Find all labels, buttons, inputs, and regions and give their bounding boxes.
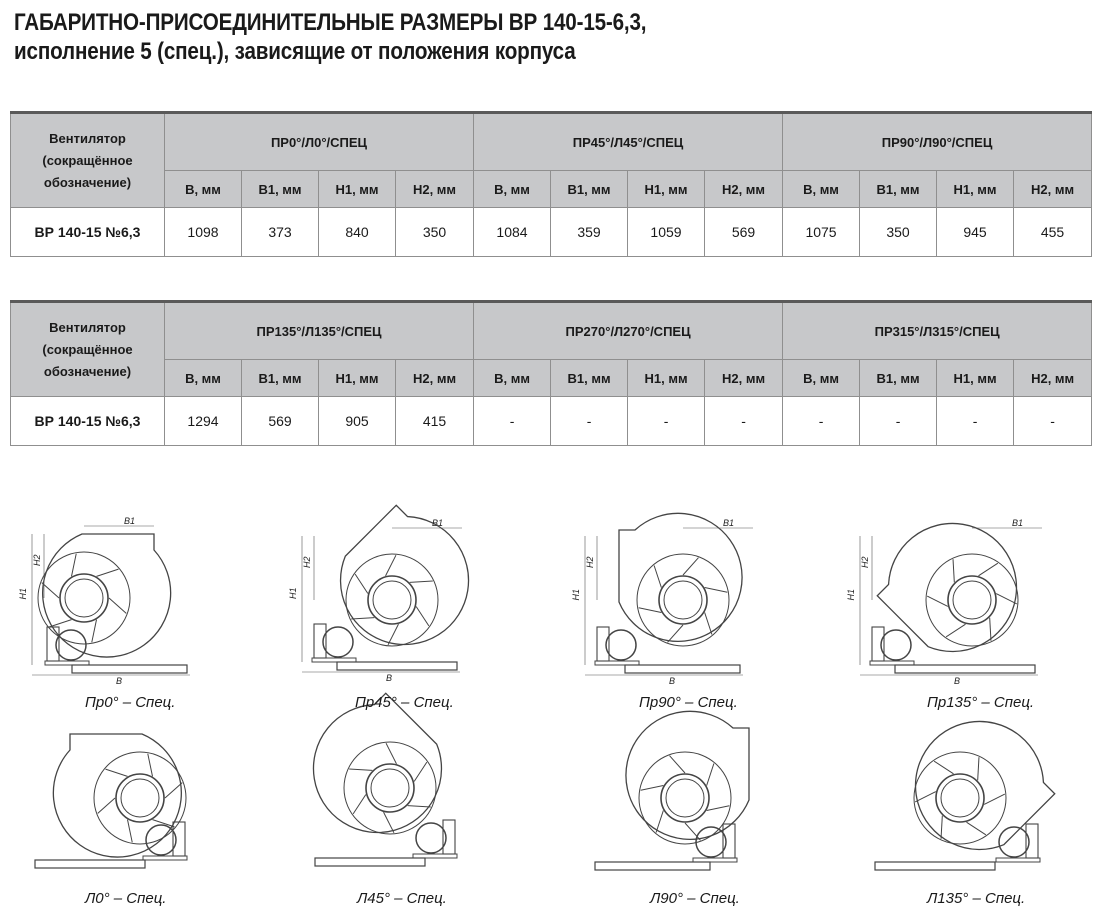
value-cell: 350 — [396, 208, 474, 257]
volute-housing — [53, 734, 186, 857]
value-cell: - — [1014, 397, 1092, 446]
label-h1: H1 — [571, 588, 581, 601]
label-h2: H2 — [585, 556, 595, 568]
impeller-blade — [92, 620, 97, 643]
impeller-blade — [705, 613, 712, 635]
value-cell: 569 — [705, 208, 783, 257]
sub-header: H2, мм — [1014, 171, 1092, 208]
fan-drawing-l45 — [300, 718, 480, 888]
group-header: ПР90°/Л90°/СПЕЦ — [783, 113, 1092, 171]
sub-header: H1, мм — [319, 171, 396, 208]
impeller-blade — [72, 554, 77, 577]
motor-frame — [314, 624, 326, 658]
value-cell: 359 — [551, 208, 628, 257]
inlet-ring — [926, 764, 994, 832]
fan-group — [18, 516, 190, 686]
fan-drawing-l90 — [580, 728, 760, 888]
diagram-caption: Пр90° – Спец. — [639, 694, 738, 711]
diagram-caption: Пр135° – Спец. — [927, 694, 1035, 711]
value-cell: - — [474, 397, 551, 446]
motor-frame — [443, 820, 455, 854]
label-b: B — [116, 676, 123, 686]
sub-header: B1, мм — [860, 171, 937, 208]
sub-header: H1, мм — [937, 171, 1014, 208]
label-h1: H1 — [18, 587, 28, 600]
impeller-blade — [97, 569, 119, 576]
sub-header: H2, мм — [705, 171, 783, 208]
label-b1: B1 — [432, 518, 444, 528]
diagram-caption: Л135° – Спец. — [927, 890, 1026, 907]
sub-header: B1, мм — [551, 360, 628, 397]
value-cell: - — [551, 397, 628, 446]
dimensions-table-1 — [10, 111, 1092, 257]
motor-icon — [416, 823, 446, 853]
motor-icon — [606, 630, 636, 660]
sub-header: B, мм — [783, 360, 860, 397]
model-cell: ВР 140-15 №6,3 — [11, 208, 165, 257]
title-line-1: ГАБАРИТНО-ПРИСОЕДИНИТЕЛЬНЫЕ РАЗМЕРЫ ВР 140-15-6,3, — [14, 9, 647, 36]
sub-header: B1, мм — [242, 360, 319, 397]
fan-drawing-pr90 — [571, 518, 755, 693]
volute-housing — [314, 493, 495, 674]
impeller-blade — [380, 555, 401, 576]
label-b: B — [386, 673, 393, 683]
inlet-ring — [659, 576, 707, 624]
inlet-ring — [116, 774, 164, 822]
fan-group — [846, 497, 1046, 686]
volute-outline — [318, 493, 496, 671]
inlet-ring — [661, 774, 709, 822]
table-row — [11, 208, 1092, 257]
inlet-inner-ring — [933, 771, 987, 825]
value-cell: - — [783, 397, 860, 446]
sub-header: H1, мм — [628, 171, 705, 208]
impeller-blade — [927, 591, 948, 612]
label-b: B — [954, 676, 961, 686]
impeller-blade — [641, 786, 664, 791]
base-frame — [35, 860, 145, 868]
sub-header: H1, мм — [937, 360, 1014, 397]
motor-icon — [999, 827, 1029, 857]
volute-outline — [889, 695, 1067, 873]
sub-header: B1, мм — [860, 360, 937, 397]
base-frame — [895, 665, 1035, 673]
base-frame — [337, 662, 457, 670]
model-cell: ВР 140-15 №6,3 — [11, 397, 165, 446]
impeller-blade — [670, 756, 685, 773]
inlet-ring — [938, 566, 1006, 634]
sub-header: H2, мм — [396, 360, 474, 397]
fan-drawing-pr135 — [846, 518, 1050, 693]
inlet-ring — [356, 754, 424, 822]
impeller-blade — [350, 794, 369, 813]
sub-header: H1, мм — [319, 360, 396, 397]
sub-header: B1, мм — [551, 171, 628, 208]
value-cell: 1084 — [474, 208, 551, 257]
label-h2: H2 — [860, 556, 870, 568]
value-cell: 455 — [1014, 208, 1092, 257]
value-cell: - — [705, 397, 783, 446]
impeller-blade — [165, 783, 182, 798]
impeller-blade — [654, 566, 661, 588]
inlet-inner-ring — [121, 779, 159, 817]
fan-group — [571, 513, 753, 686]
diagram-caption: Л45° – Спец. — [357, 890, 447, 907]
sub-header: H2, мм — [1014, 360, 1092, 397]
value-cell: 1098 — [165, 208, 242, 257]
fan-group — [35, 734, 187, 868]
motor-frame — [872, 627, 884, 661]
label-h1: H1 — [288, 587, 298, 599]
impeller-blade — [639, 608, 662, 613]
inlet-inner-ring — [945, 573, 999, 627]
value-cell: 840 — [319, 208, 396, 257]
fan-column-header: Вентилятор (сокращённое обозначение) — [11, 113, 165, 208]
impeller-blade — [707, 764, 714, 786]
base-frame — [315, 858, 425, 866]
sub-header: B, мм — [165, 360, 242, 397]
inlet-inner-ring — [666, 779, 704, 817]
label-b1: B1 — [1012, 518, 1024, 528]
impeller-blade — [705, 588, 728, 593]
motor-icon — [323, 627, 353, 657]
motor-frame — [597, 627, 609, 661]
fan-drawing-l0 — [20, 728, 210, 888]
inlet-ring — [60, 574, 108, 622]
value-cell: 945 — [937, 208, 1014, 257]
group-header: ПР0°/Л0°/СПЕЦ — [165, 113, 474, 171]
value-cell: 373 — [242, 208, 319, 257]
inlet-inner-ring — [65, 579, 103, 617]
sub-header: H2, мм — [705, 360, 783, 397]
motor-icon — [56, 630, 86, 660]
impeller-blade — [707, 806, 730, 811]
impeller-blade — [668, 625, 683, 642]
impeller-blade — [106, 769, 128, 776]
value-cell: 569 — [242, 397, 319, 446]
group-header: ПР315°/Л315°/СПЕЦ — [783, 302, 1092, 360]
label-b: B — [669, 676, 676, 686]
table-row — [11, 397, 1092, 446]
fan-drawing-pr0 — [18, 516, 202, 693]
value-cell: 1059 — [628, 208, 705, 257]
impeller-blade — [934, 758, 953, 777]
label-h2: H2 — [32, 554, 42, 566]
base-frame — [875, 862, 995, 870]
value-cell: 350 — [860, 208, 937, 257]
value-cell: - — [628, 397, 705, 446]
base-frame — [595, 862, 710, 870]
label-h2: H2 — [302, 556, 312, 568]
impeller-blade — [128, 820, 133, 843]
impeller-blade — [685, 823, 700, 840]
inlet-inner-ring — [664, 581, 702, 619]
impeller-blade — [656, 811, 663, 833]
impeller-blade — [978, 560, 997, 579]
volute-housing — [619, 513, 742, 646]
page-title — [14, 8, 646, 66]
dimensions-table-2 — [10, 300, 1092, 446]
diagram-caption: Л90° – Спец. — [650, 890, 740, 907]
value-cell: - — [860, 397, 937, 446]
fan-group — [288, 493, 495, 683]
impeller-blade — [148, 754, 153, 777]
impeller-blade — [966, 819, 985, 838]
base-frame — [625, 665, 740, 673]
impeller-blade — [381, 743, 402, 764]
base-frame — [72, 665, 187, 673]
impeller-blade — [683, 558, 698, 575]
impeller-ring — [639, 752, 731, 844]
inlet-inner-ring — [365, 573, 419, 627]
value-cell: 415 — [396, 397, 474, 446]
fan-drawing-pr45 — [288, 510, 472, 690]
sub-header: H2, мм — [396, 171, 474, 208]
impeller-blade — [42, 583, 59, 598]
label-b1: B1 — [124, 516, 136, 526]
group-header: ПР135°/Л135°/СПЕЦ — [165, 302, 474, 360]
inlet-inner-ring — [363, 761, 417, 815]
value-cell: 905 — [319, 397, 396, 446]
impeller-ring — [38, 552, 130, 644]
fan-drawing-l135 — [860, 728, 1060, 888]
value-cell: - — [937, 397, 1014, 446]
sub-header: B1, мм — [242, 171, 319, 208]
label-b1: B1 — [723, 518, 735, 528]
value-cell: 1075 — [783, 208, 860, 257]
impeller-blade — [98, 798, 115, 813]
sub-header: B, мм — [474, 360, 551, 397]
impeller-blade — [109, 598, 126, 613]
fan-group — [595, 711, 749, 870]
sub-header: B, мм — [783, 171, 860, 208]
sub-header: H1, мм — [628, 360, 705, 397]
motor-icon — [881, 630, 911, 660]
impeller-blade — [984, 789, 1005, 810]
impeller-blade — [411, 762, 430, 781]
diagram-caption: Пр45° – Спец. — [355, 694, 454, 711]
volute-housing — [886, 695, 1067, 876]
impeller-ring — [637, 554, 729, 646]
impeller-blade — [946, 621, 965, 640]
impeller-blade — [413, 606, 432, 625]
motor-frame — [1026, 824, 1038, 858]
impeller-blade — [50, 620, 72, 627]
impeller-blade — [352, 574, 371, 593]
value-cell: 1294 — [165, 397, 242, 446]
diagram-caption: Пр0° – Спец. — [85, 694, 176, 711]
label-h1: H1 — [846, 588, 856, 601]
motor-frame — [173, 822, 185, 856]
group-header: ПР270°/Л270°/СПЕЦ — [474, 302, 783, 360]
motor-base — [143, 856, 187, 860]
fan-group — [875, 695, 1067, 876]
sub-header: B, мм — [474, 171, 551, 208]
motor-icon — [696, 827, 726, 857]
motor-base — [996, 858, 1040, 862]
sub-header: B, мм — [165, 171, 242, 208]
group-header: ПР45°/Л45°/СПЕЦ — [474, 113, 783, 171]
inlet-ring — [358, 566, 426, 634]
fan-column-header: Вентилятор (сокращённое обозначение) — [11, 302, 165, 397]
diagram-caption: Л0° – Спец. — [85, 890, 167, 907]
title-line-2: исполнение 5 (спец.), зависящие от положения корпуса — [14, 38, 576, 65]
